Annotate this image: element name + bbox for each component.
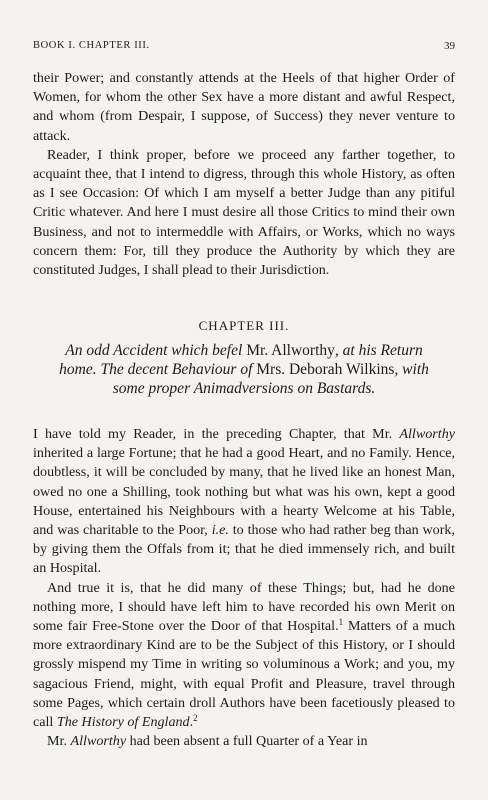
summary-name: Mr. Allworthy — [246, 342, 335, 359]
text-run: to those who had rather beg than work, by giving them the Offals from it; that he died immensely rich, and built an Hospital. — [33, 522, 455, 577]
summary-part: , with some proper Animadversions on Bastards. — [112, 361, 429, 397]
text-run: I have told my Reader, in the preceding Chapter, that Mr. — [33, 426, 400, 442]
paragraph-reader-address: Reader, I think proper, before we proceed any farther together, to acquaint thee, that I intend to digress, through this whole History, as often as I see Occasion: Of which I am myself a better Judge than any pitiful Critic whatever. And here I must desire all those Critics to mind their own Business, and not to intermeddle with Affairs, or Works, which no ways concern them: For, till they produce the Authority by which they are constituted Judges, I shall plead to their Jurisdiction. — [33, 146, 455, 279]
italic-title: The History of England — [56, 714, 190, 731]
running-head — [33, 40, 455, 54]
paragraph-1 — [33, 425, 455, 579]
continued-text — [33, 69, 455, 280]
italic-name: Allworthy — [399, 426, 455, 442]
text-run: And true it is, that he did many of these Things; but, had he done nothing more, I should have left him to have recorded his own Merit on some fair Free-Stone over the Door of that Hospital. — [33, 579, 455, 635]
italic-name: Allworthy — [70, 733, 127, 750]
paragraph-continued: their Power; and constantly attends at the Heels of that higher Order of Women, for whom the other Sex have a more distant and awful Respect, and whom (from Despair, I suppose, of Success) they never venture to attack. — [33, 70, 455, 144]
summary-name: Mrs. Deborah Wilkins — [256, 361, 395, 378]
chapter-summary — [48, 341, 440, 398]
footnote-ref-2[interactable]: 2 — [193, 713, 198, 724]
summary-part: An odd Accident which befel — [65, 342, 247, 359]
paragraph-2 — [33, 579, 455, 733]
text-run: inherited a large Fortune; that he had a good Heart, and no Family. Hence, doubtless, it will be concluded by many, that he lived like an honest Man, owed no one a Shilling, took nothing but what was his own, kept a good House, entertained his Neighbours with a hearty Welcome at his Table, and was charitable to the Poor, — [33, 445, 455, 539]
summary-part: , at his Return home. The decent Behaviour of — [59, 342, 423, 378]
text-run: Mr. — [47, 733, 71, 750]
text-run: had been absent a full Quarter of a Year in — [126, 733, 368, 750]
footnote-ref-1[interactable]: 1 — [338, 617, 344, 628]
chapter-heading: CHAPTER III. — [198, 318, 290, 333]
page-number: 39 — [444, 40, 455, 52]
text-run: . — [189, 714, 194, 731]
running-head-title: BOOK I. CHAPTER III. — [33, 40, 150, 51]
chapter-text — [33, 425, 455, 751]
text-run: Matters of a much more extraordinary Kind are to be the Subject of this History, or I should grossly mispend my Time in writing so voluminous a Work; and you, my sagacious Friend, might, with equal Profit and Pleasure, travel through some Pages, which certain droll Authors have been facetiously pleased to call — [33, 618, 455, 731]
paragraph-3 — [33, 732, 455, 751]
italic-abbrev: i.e. — [211, 522, 229, 539]
